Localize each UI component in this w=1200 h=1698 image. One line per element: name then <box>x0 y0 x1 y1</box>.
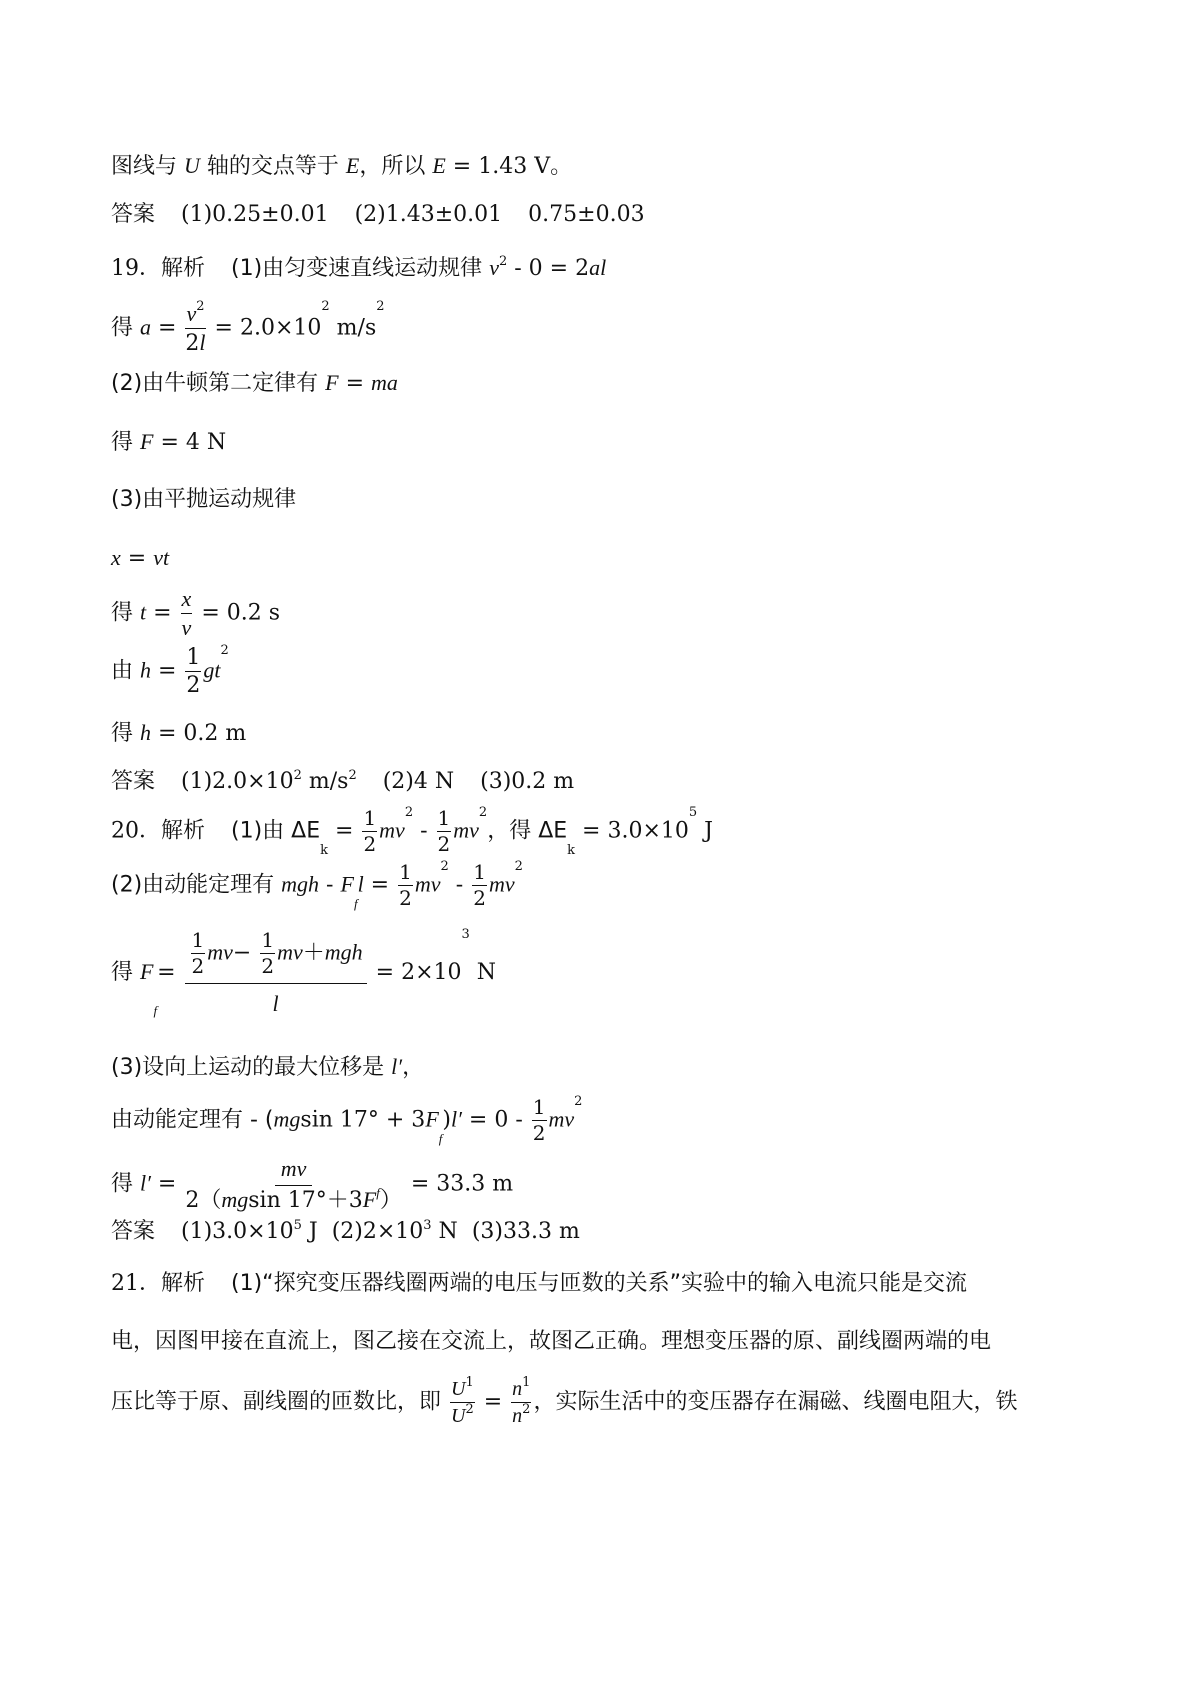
analysis-label: 解析 <box>161 1271 206 1296</box>
equation-line: 得 a = $\frac{v^2}{2l}$ = $2.0\times 10^2$ $m/s^2$ <box>111 299 385 357</box>
answer-line: 答案 $(1)3.0\times 10^5$ J $(2)2\times 10^3$ N (3)33.3 m <box>111 1218 580 1244</box>
fraction: $\frac{1}{2}$ <box>186 645 201 699</box>
fraction: $\frac{v^2}{2l}$ <box>185 299 206 357</box>
question-number: 20． <box>111 818 161 844</box>
equation-line: x = vt <box>111 545 170 571</box>
text-line: (3)设向上运动的最大位移是 l′， <box>111 1054 425 1080</box>
fraction: $\frac{1}{2}$ mv− $\frac{1}{2}$ mv＋mgh l <box>185 930 367 1016</box>
text-line: 得 h = 0.2 m <box>111 720 247 746</box>
analysis-label: 解析 <box>161 256 206 281</box>
answer-value: 0.75±0.03 <box>528 202 645 227</box>
solution-heading: 21．解析 (1)“探究变压器线圈两端的电压与匝数的关系”实验中的输入电流只能是交流 <box>111 1271 967 1296</box>
answer-value: (1)0.25±0.01 <box>181 202 329 227</box>
answer-value: (2)1.43±0.01 <box>354 202 503 227</box>
equation-line: (2)由动能定理有 mgh - $F_fl$ = $\frac{1}{2}$ $mv^2$ - $\frac{1}{2}$ $mv^2$ <box>111 859 523 911</box>
text-line: 电，因图甲接在直流上，图乙接在交流上，故图乙正确。理想变压器的原、副线圈两端的电 <box>111 1329 992 1354</box>
question-number: 19． <box>111 256 161 281</box>
text-line: (2)由牛顿第二定律有 F = ma <box>111 370 398 396</box>
equation-line: 得 t = $\frac{x}{v}$ = 0.2 s <box>111 586 281 641</box>
text-line: (3)由平抛运动规律 <box>111 487 297 512</box>
solution-heading: 20．解析 (1)由 $\Delta E_k$ = $\frac{1}{2}$ $mv^2$ - $\frac{1}{2}$ $mv^2$，得 $\Delta E_k = 3.0\times 10^5$ J <box>111 805 713 858</box>
answer-line <box>111 204 645 226</box>
text-line <box>111 155 572 178</box>
answer-label: 答案 <box>111 202 156 227</box>
symbol: U <box>184 153 200 178</box>
equation-line: 得 l′ = $\frac{mv}{2(mgsin 17^\circ+3F^f)}$ = 33.3 m <box>111 1156 514 1214</box>
equation-line: 由 h = $\frac{1}{2}$ $gt^2$ <box>111 643 229 699</box>
answer-line: 答案 $(1)2.0\times 10^2$ $m/s^2$ (2)4 N (3)0.2 m <box>111 768 575 794</box>
equation-line: 得 $F_f=$ $\frac{1}{2}$ mv− $\frac{1}{2}$ mv＋mgh l = $2\times 10^3$ N <box>111 927 497 1019</box>
symbol: E <box>432 153 446 178</box>
text-line: 压比等于原、副线圈的匝数比，即 $\frac{U^1}{U^2}$ = $\frac{n^1}{n^2}$ ，实际生活中的变压器存在漏磁、线圈电阻大，铁 <box>111 1375 1018 1427</box>
analysis-label: 解析 <box>161 818 206 844</box>
fraction: $\frac{mv}{2(mgsin 17^\circ+3F^f)}$ <box>185 1156 402 1214</box>
question-number: 21． <box>111 1271 161 1296</box>
text: 图线与 <box>111 154 184 179</box>
text: = 1.43 V。 <box>445 154 573 179</box>
fraction: $\frac{x}{v}$ <box>181 586 192 641</box>
equation-line: 由动能定理有 - (mgsin $17^\circ + 3F_f)l' = 0$ - $\frac{1}{2}$ $mv^2$ <box>111 1094 583 1146</box>
answer-label: 答案 <box>111 1219 156 1244</box>
text: (1)由匀变速直线运动规律 <box>231 256 490 281</box>
answer-label: 答案 <box>111 769 156 794</box>
text: 轴的交点等于 <box>199 154 346 179</box>
symbol: E <box>345 153 360 178</box>
text-line: 得 F = 4 N <box>111 429 227 455</box>
solution-heading: 19．解析 (1)由匀变速直线运动规律 $v^2 - 0 = 2al$ <box>111 254 607 281</box>
text: ，所以 <box>359 154 433 179</box>
